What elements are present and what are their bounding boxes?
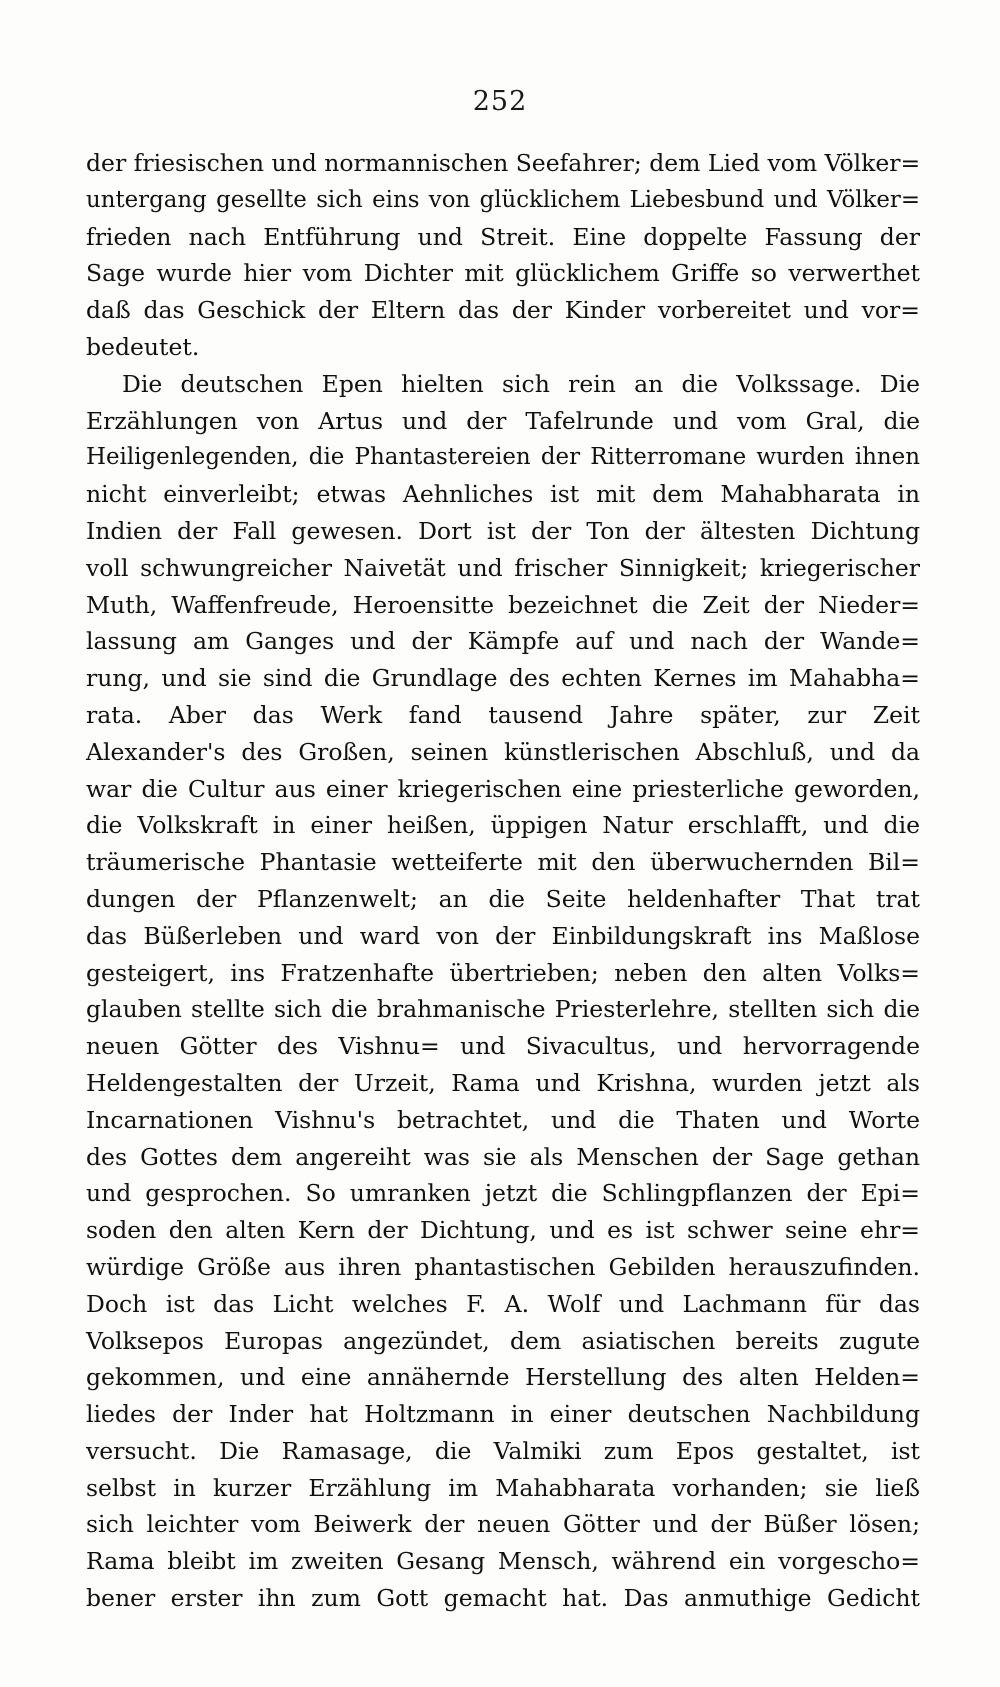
- text-line: daß das Geschick der Eltern das der Kinder vorbereitet und vor=: [86, 296, 920, 325]
- text-line: versucht. Die Ramasage, die Valmiki zum Epos gestaltet, ist: [86, 1436, 920, 1465]
- body-text: [86, 145, 920, 1617]
- text-line: und gesprochen. So umranken jetzt die Schlingpflanzen der Epi=: [86, 1179, 920, 1208]
- text-line: Doch ist das Licht welches F. A. Wolf und Lachmann für das: [86, 1289, 920, 1318]
- text-line: Rama bleibt im zweiten Gesang Mensch, während ein vorgescho=: [86, 1547, 920, 1576]
- text-line: war die Cultur aus einer kriegerischen eine priesterliche geworden,: [86, 774, 920, 803]
- text-line: die Volkskraft in einer heißen, üppigen Natur erschlafft, und die: [86, 811, 920, 840]
- text-line: bener erster ihn zum Gott gemacht hat. Das anmuthige Gedicht: [86, 1584, 920, 1613]
- text-line: lassung am Ganges und der Kämpfe auf und nach der Wande=: [86, 627, 920, 656]
- text-line: voll schwungreicher Naivetät und frischer Sinnigkeit; kriegerischer: [86, 553, 920, 582]
- text-line: Heldengestalten der Urzeit, Rama und Krishna, wurden jetzt als: [86, 1068, 920, 1097]
- text-line: Sage wurde hier vom Dichter mit glücklichem Griffe so verwerthet: [86, 259, 920, 288]
- text-line: Muth, Waffenfreude, Heroensitte bezeichnet die Zeit der Nieder=: [86, 590, 920, 619]
- page-number: 252: [472, 86, 528, 117]
- text-line: Incarnationen Vishnu's betrachtet, und die Thaten und Worte: [86, 1105, 920, 1134]
- text-line: sich leichter vom Beiwerk der neuen Götter und der Büßer lösen;: [86, 1510, 920, 1539]
- text-line: Erzählungen von Artus und der Tafelrunde und vom Gral, die: [86, 406, 920, 435]
- text-line: würdige Größe aus ihren phantastischen Gebilden herauszufinden.: [86, 1252, 920, 1281]
- text-line: untergang gesellte sich eins von glücklichem Liebesbund und Völker=: [86, 186, 920, 213]
- text-line: der friesischen und normannischen Seefahrer; dem Lied vom Völker=: [86, 149, 921, 177]
- text-line: liedes der Inder hat Holtzmann in einer deutschen Nachbildung: [86, 1400, 920, 1429]
- text-line: soden den alten Kern der Dichtung, und es ist schwer seine ehr=: [86, 1216, 920, 1245]
- text-line: rung, und sie sind die Grundlage des echten Kernes im Mahabha=: [86, 664, 920, 693]
- text-line: das Büßerleben und ward von der Einbildungskraft ins Maßlose: [86, 921, 920, 950]
- text-line: Alexander's des Großen, seinen künstlerischen Abschluß, und da: [86, 737, 920, 766]
- text-line: bedeutet.: [86, 332, 200, 361]
- text-line: gekommen, und eine annähernde Herstellung des alten Helden=: [86, 1363, 920, 1392]
- text-line: Die deutschen Epen hielten sich rein an die Volkssage. Die: [122, 369, 920, 398]
- text-line: glauben stellte sich die brahmanische Priesterlehre, stellten sich die: [86, 995, 920, 1024]
- text-line: Volksepos Europas angezündet, dem asiatischen bereits zugute: [86, 1326, 920, 1355]
- text-line: Heiligenlegenden, die Phantastereien der Ritterromane wurden ihnen: [86, 444, 920, 471]
- text-line: des Gottes dem angereiht was sie als Menschen der Sage gethan: [86, 1142, 920, 1171]
- text-line: selbst in kurzer Erzählung im Mahabharata vorhanden; sie ließ: [86, 1473, 920, 1502]
- text-line: Indien der Fall gewesen. Dort ist der Ton der ältesten Dichtung: [86, 516, 920, 545]
- text-line: träumerische Phantasie wetteiferte mit den überwuchernden Bil=: [86, 848, 920, 877]
- text-line: neuen Götter des Vishnu= und Sivacultus, und hervorragende: [86, 1032, 920, 1061]
- text-line: nicht einverleibt; etwas Aehnliches ist mit dem Mahabharata in: [86, 480, 920, 509]
- text-line: dungen der Pflanzenwelt; an die Seite heldenhafter That trat: [86, 884, 920, 913]
- text-line: gesteigert, ins Fratzenhafte übertrieben; neben den alten Volks=: [86, 958, 920, 987]
- text-line: frieden nach Entführung und Streit. Eine doppelte Fassung der: [86, 222, 920, 251]
- text-line: rata. Aber das Werk fand tausend Jahre später, zur Zeit: [86, 700, 920, 729]
